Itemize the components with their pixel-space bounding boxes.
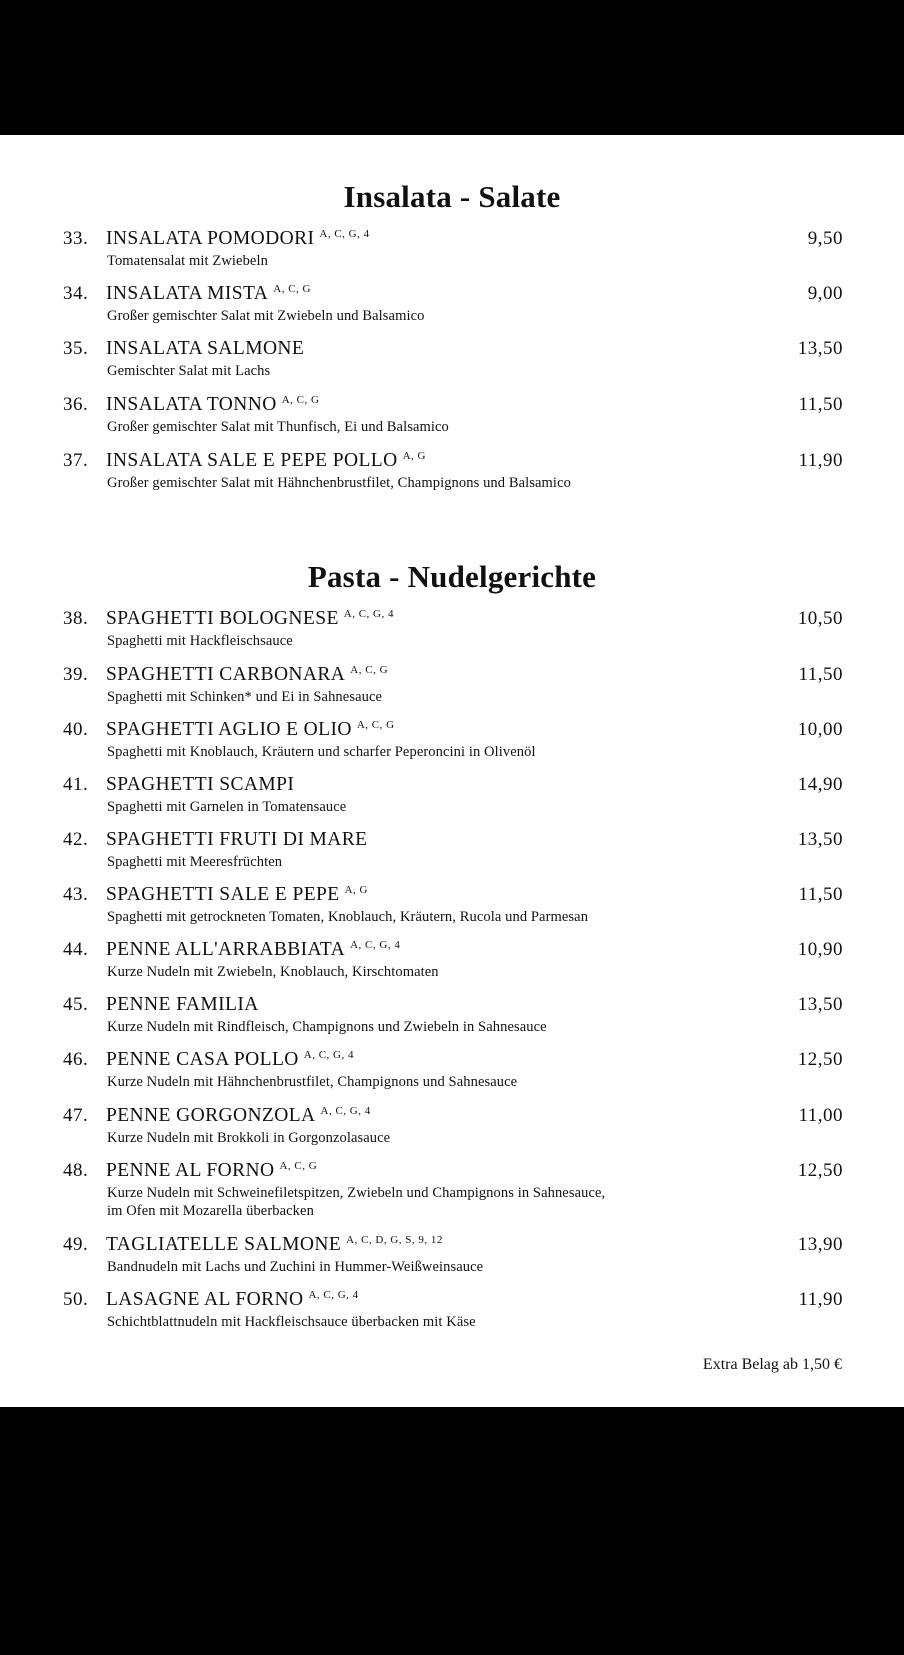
item-description: Spaghetti mit Garnelen in Tomatensauce [107, 799, 347, 815]
item-price: 13,90 [797, 1234, 843, 1255]
menu-item-40 [0, 719, 904, 771]
menu-item-49 [0, 1234, 904, 1286]
item-number: 34. [63, 283, 89, 304]
item-description: Spaghetti mit getrockneten Tomaten, Knoblauch, Kräutern, Rucola und Parmesan [107, 909, 589, 925]
item-allergens: A, C, D, G, S, 9, 12 [346, 1234, 443, 1246]
item-name: PENNE FAMILIA [106, 994, 259, 1015]
menu-page [0, 135, 904, 1407]
item-description: Kurze Nudeln mit Hähnchenbrustfilet, Champignons und Sahnesauce [107, 1074, 518, 1090]
item-number: 45. [63, 994, 89, 1015]
item-allergens: A, C, G, 4 [308, 1289, 359, 1301]
item-allergens: A, C, G [350, 664, 389, 676]
item-number: 36. [63, 394, 89, 415]
item-number: 43. [63, 884, 89, 905]
menu-item-43 [0, 884, 904, 936]
item-price: 12,50 [797, 1049, 843, 1070]
item-number: 40. [63, 719, 89, 740]
item-price: 9,50 [807, 228, 843, 249]
item-number: 48. [63, 1160, 89, 1181]
item-description-line-2: im Ofen mit Mozarella überbacken [107, 1203, 314, 1219]
item-price: 12,50 [797, 1160, 843, 1181]
section-title-salads: Insalata - Salate [343, 179, 561, 214]
item-allergens: A, C, G, 4 [320, 1105, 371, 1117]
item-description: Spaghetti mit Schinken* und Ei in Sahnesauce [107, 689, 383, 705]
item-price: 13,50 [797, 338, 843, 359]
item-price: 11,90 [798, 450, 843, 471]
item-name: INSALATA SALMONE [106, 338, 305, 359]
item-number: 38. [63, 608, 89, 629]
item-description: Großer gemischter Salat mit Hähnchenbrustfilet, Champignons und Balsamico [107, 475, 571, 491]
menu-item-47 [0, 1105, 904, 1157]
item-price: 9,00 [807, 283, 843, 304]
item-description: Kurze Nudeln mit Schweinefiletspitzen, Zwiebeln und Champignons in Sahnesauce, [107, 1185, 606, 1201]
item-price: 11,90 [798, 1289, 843, 1310]
item-name: INSALATA MISTA $^{A, C, G}$ [106, 283, 312, 304]
menu-item-33 [0, 228, 904, 280]
item-allergens: A, C, G [273, 283, 312, 295]
menu-item-37 [0, 450, 904, 502]
menu-item-46 [0, 1049, 904, 1101]
item-description: Spaghetti mit Knoblauch, Kräutern und scharfer Peperoncini in Olivenöl [107, 744, 536, 760]
item-name: INSALATA POMODORI $^{A, C, G, 4}$ [106, 228, 370, 249]
item-allergens: A, C, G [356, 719, 395, 731]
item-allergens: A, G [402, 450, 426, 462]
item-name: PENNE CASA POLLO $^{A, C, G, 4}$ [106, 1049, 354, 1070]
item-description: Kurze Nudeln mit Rindfleisch, Champignons und Zwiebeln in Sahnesauce [107, 1019, 547, 1035]
menu-item-44 [0, 939, 904, 991]
menu-item-36 [0, 394, 904, 446]
item-allergens: A, C, G [279, 1160, 318, 1172]
item-number: 39. [63, 664, 89, 685]
item-number: 47. [63, 1105, 89, 1126]
item-price: 11,50 [798, 884, 843, 905]
item-name: PENNE AL FORNO $^{A, C, G}$ [106, 1160, 318, 1181]
item-description: Spaghetti mit Hackfleischsauce [107, 633, 293, 649]
item-number: 46. [63, 1049, 89, 1070]
menu-item-38 [0, 608, 904, 660]
item-name: PENNE ALL'ARRABBIATA $^{A, C, G, 4}$ [106, 939, 401, 960]
item-number: 50. [63, 1289, 89, 1310]
item-description: Großer gemischter Salat mit Zwiebeln und Balsamico [107, 308, 425, 324]
item-allergens: A, C, G [281, 394, 320, 406]
item-price: 13,50 [797, 829, 843, 850]
item-price: 10,00 [797, 719, 843, 740]
item-number: 49. [63, 1234, 89, 1255]
menu-item-42 [0, 829, 904, 881]
item-description: Kurze Nudeln mit Zwiebeln, Knoblauch, Kirschtomaten [107, 964, 439, 980]
item-name: SPAGHETTI CARBONARA $^{A, C, G}$ [106, 664, 389, 685]
item-price: 13,50 [797, 994, 843, 1015]
item-price: 11,00 [798, 1105, 843, 1126]
item-name: SPAGHETTI BOLOGNESE $^{A, C, G, 4}$ [106, 608, 394, 629]
item-allergens: A, G [344, 884, 368, 896]
item-number: 35. [63, 338, 89, 359]
item-description: Spaghetti mit Meeresfrüchten [107, 854, 283, 870]
menu-item-48 [0, 1160, 904, 1230]
menu-item-50 [0, 1289, 904, 1341]
item-description: Kurze Nudeln mit Brokkoli in Gorgonzolasauce [107, 1130, 391, 1146]
menu-item-39 [0, 664, 904, 716]
item-name: SPAGHETTI SALE E PEPE $^{A, G}$ [106, 884, 368, 905]
item-number: 37. [63, 450, 89, 471]
item-price: 14,90 [797, 774, 843, 795]
item-name: INSALATA SALE E PEPE POLLO $^{A, G}$ [106, 450, 426, 471]
item-price: 10,50 [797, 608, 843, 629]
item-number: 42. [63, 829, 89, 850]
menu-item-41 [0, 774, 904, 826]
item-price: 11,50 [798, 664, 843, 685]
item-description: Schichtblattnudeln mit Hackfleischsauce überbacken mit Käse [107, 1314, 476, 1330]
item-number: 44. [63, 939, 89, 960]
extra-topping-note: Extra Belag ab 1,50 € [702, 1356, 842, 1373]
menu-item-34 [0, 283, 904, 335]
menu-item-45 [0, 994, 904, 1046]
item-name: LASAGNE AL FORNO $^{A, C, G, 4}$ [106, 1289, 359, 1310]
item-price: 10,90 [797, 939, 843, 960]
menu-item-35 [0, 338, 904, 390]
item-name: SPAGHETTI SCAMPI [106, 774, 295, 795]
item-name: TAGLIATELLE SALMONE $^{A, C, D, G, S, 9, 12}$ [106, 1234, 443, 1255]
item-price: 11,50 [798, 394, 843, 415]
item-allergens: A, C, G, 4 [343, 608, 394, 620]
item-number: 33. [63, 228, 89, 249]
item-allergens: A, C, G, 4 [319, 228, 370, 240]
item-allergens: A, C, G, 4 [303, 1049, 354, 1061]
item-name: SPAGHETTI FRUTI DI MARE [106, 829, 368, 850]
item-name: SPAGHETTI AGLIO E OLIO $^{A, C, G}$ [106, 719, 395, 740]
item-number: 41. [63, 774, 89, 795]
item-allergens: A, C, G, 4 [350, 939, 401, 951]
item-description: Großer gemischter Salat mit Thunfisch, Ei und Balsamico [107, 419, 449, 435]
item-name: PENNE GORGONZOLA $^{A, C, G, 4}$ [106, 1105, 371, 1126]
item-description: Bandnudeln mit Lachs und Zuchini in Hummer-Weißweinsauce [107, 1259, 484, 1275]
item-name: INSALATA TONNO $^{A, C, G}$ [106, 394, 320, 415]
item-description: Tomatensalat mit Zwiebeln [107, 253, 268, 269]
item-description: Gemischter Salat mit Lachs [107, 363, 271, 379]
section-title-pasta: Pasta - Nudelgerichte [307, 559, 597, 594]
